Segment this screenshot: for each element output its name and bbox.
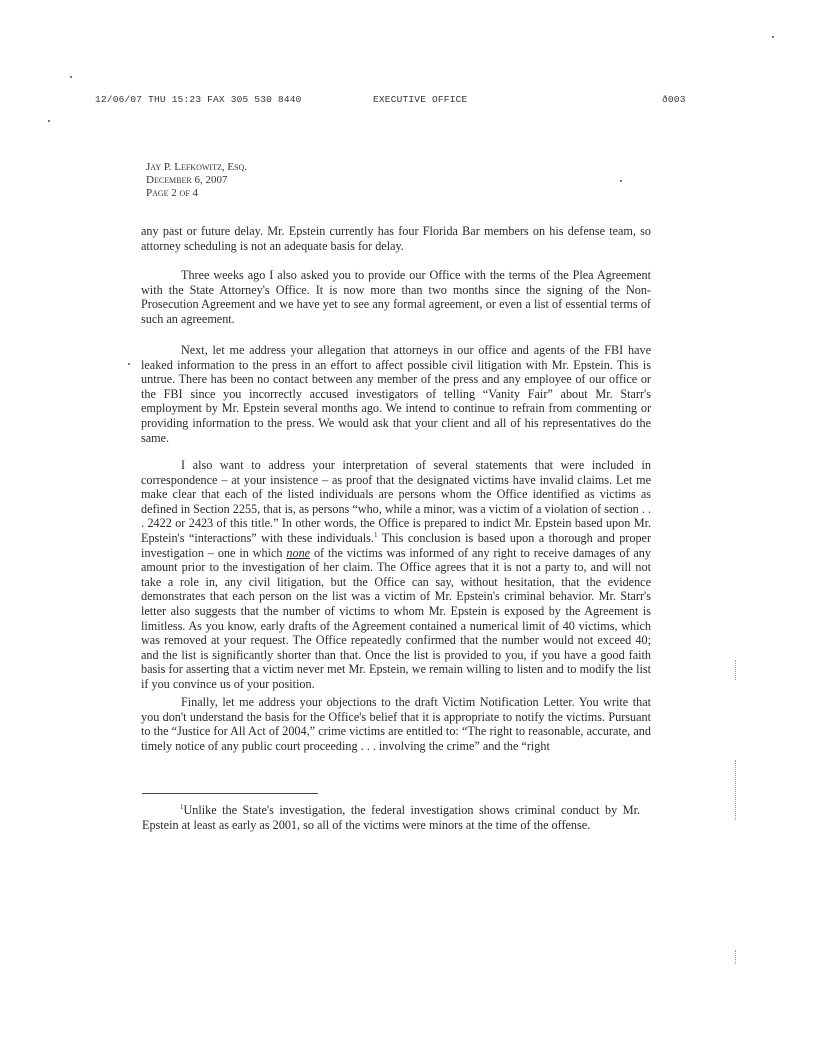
scan-edge-marks [735, 660, 738, 680]
scan-speck [620, 180, 622, 182]
scan-speck [128, 363, 130, 365]
scan-speck [70, 76, 72, 78]
paragraph-press-leaks: Next, let me address your allegation that attorneys in our office and agents of the FBI have leaked information to the press in an effort to affect possible civil litigation with Mr. Epstein. This is untrue. There has been no contact between any member of the press and any employee of our office or the FBI since you incorrectly accused investigators of telling “Vanity Fair” about Mr. Starr's employment by Mr. Epstein several months ago. We intend to continue to refrain from commenting or providing information to the press. We would ask that your client and all of his representatives do the same. [141, 343, 651, 445]
paragraph-continuation: any past or future delay. Mr. Epstein currently has four Florida Bar members on his defense team, so attorney scheduling is not an adequate basis for delay. [141, 224, 651, 253]
paragraph-victims [141, 458, 651, 692]
paragraph-plea-agreement: Three weeks ago I also asked you to provide our Office with the terms of the Plea Agreement with the State Attorney's Office. It is now more than two months since the signing of the Non-Prosecution Agreement and we have yet to see any formal agreement, or even a list of essential terms of such an agreement. [141, 268, 651, 326]
footnote-reference: 1 [373, 530, 378, 539]
footnote-text: Unlike the State's investigation, the federal investigation shows criminal conduct by Mr. Epstein at least as early as 2001, so all of the victims were minors at the time of the offense. [142, 803, 640, 832]
footnote-divider [142, 793, 318, 794]
fax-page-number: ð003 [662, 94, 686, 105]
victims-text-part-1: I also want to address your interpretation of several statements that were included in correspondence – at your insistence – as proof that the designated victims have invalid claims. Let me make clear that each of the listed individuals are persons whom the Office identified as victims as defined in Section 2255, that is, as persons “who, while a minor, was a victim of a violation of section . . . 2422 or 2423 of this title.” In other words, the Office is prepared to indict Mr. Epstein based upon Mr. Epstein's “interactions” with these individuals. [141, 458, 651, 545]
letter-date: December 6, 2007 [146, 174, 228, 186]
footnote-marker: 1 [180, 802, 184, 811]
paragraph-notification-letter: Finally, let me address your objections to the draft Victim Notification Letter. You write that you don't understand the basis for the Office's belief that it is appropriate to notify the victims. Pursuant to the “Justice for All Act of 2004,” crime victims are entitled to: “The right to reasonable, accurate, and timely notice of any public court proceeding . . . involving the crime” and the “right [141, 695, 651, 753]
victims-text-part-2: This conclusion is based upon a thorough and proper investigation – one in which [141, 530, 652, 560]
scan-speck [48, 120, 50, 122]
fax-office-label: EXECUTIVE OFFICE [373, 94, 468, 105]
page-indicator: Page 2 of 4 [146, 187, 199, 199]
fax-header [95, 94, 695, 108]
victims-text-part-3: of the victims was informed of any right to receive damages of any amount prior to the investigation of her claim. The Office agrees that it is not a party to, and will not take a role in, any civil litigation, but the Office can say, without hesitation, that the evidence demonstrates that each person on the list was a victim of Mr. Epstein's criminal behavior. Mr. Starr's letter also suggests that the number of victims to whom Mr. Epstein is exposed by the Agreement is limitless. As you know, early drafts of the Agreement contained a numerical limit of 40 victims, which was removed at your request. The Office repeatedly confirmed that the number would not exceed 40; and the list is significantly shorter than that. Once the list is provided to you, if you have a good faith basis for asserting that a victim never met Mr. Epstein, we remain willing to listen and to modify the list if you convince us of your position. [141, 545, 651, 691]
emphasized-word: none [286, 545, 311, 560]
footnote [142, 803, 640, 832]
fax-date-time: 12/06/07 THU 15:23 FAX 305 530 8440 [95, 94, 302, 105]
scan-speck [772, 36, 774, 38]
addressee-name: Jay P. Lefkowitz, Esq. [146, 161, 248, 173]
scan-edge-marks [735, 950, 738, 964]
scan-edge-marks [735, 760, 738, 820]
letter-heading [146, 161, 247, 200]
